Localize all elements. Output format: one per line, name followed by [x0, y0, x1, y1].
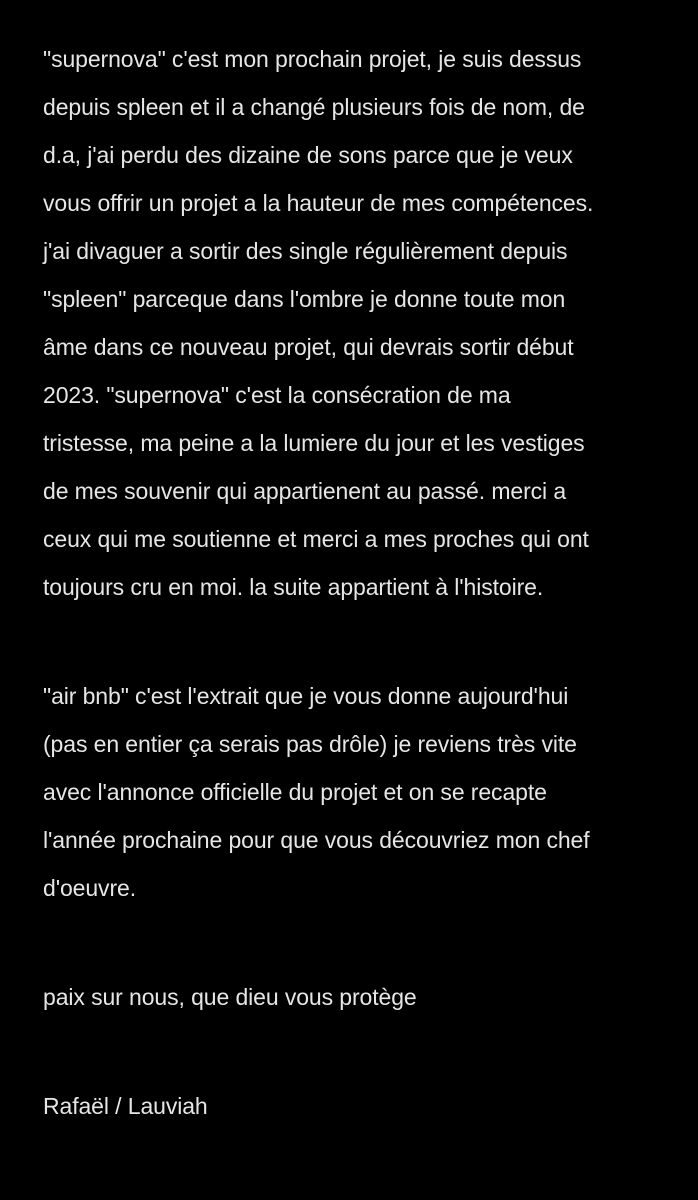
signature: Rafaël / Lauviah: [43, 1093, 208, 1119]
paragraph-line: "air bnb" c'est l'extrait que je vous donne aujourd'hui: [43, 683, 569, 709]
paragraph-line: 2023. "supernova" c'est la consécration de ma: [43, 382, 511, 408]
paragraph-line: avec l'annonce officielle du projet et on se recapte: [43, 779, 547, 805]
paragraph-line: toujours cru en moi. la suite appartient à l'histoire.: [43, 574, 544, 600]
paragraph-line: (pas en entier ça serais pas drôle) je reviens très vite: [43, 731, 577, 757]
paragraph-line: l'année prochaine pour que vous découvriez mon chef: [43, 827, 590, 853]
paragraph-line: d.a, j'ai perdu des dizaine de sons parce que je veux: [43, 142, 573, 168]
closing-line: paix sur nous, que dieu vous protège: [43, 984, 417, 1010]
paragraph-line: de mes souvenir qui appartienent au passé. merci a: [43, 478, 567, 504]
paragraph-line: "supernova" c'est mon prochain projet, je suis dessus: [43, 46, 582, 72]
paragraph-line: vous offrir un projet a la hauteur de mes compétences.: [43, 190, 594, 216]
paragraph-spacer: [43, 1021, 663, 1082]
paragraph-line: d'oeuvre.: [43, 875, 136, 901]
paragraph-2: [43, 672, 663, 912]
paragraph-spacer: [43, 611, 663, 672]
note-text-block: [43, 35, 663, 1130]
paragraph-line: tristesse, ma peine a la lumiere du jour et les vestiges: [43, 430, 585, 456]
paragraph-line: j'ai divaguer a sortir des single régulièrement depuis: [43, 238, 568, 264]
paragraph-line: depuis spleen et il a changé plusieurs fois de nom, de: [43, 94, 585, 120]
paragraph-line: âme dans ce nouveau projet, qui devrais sortir début: [43, 334, 574, 360]
paragraph-1: [43, 35, 663, 611]
paragraph-spacer: [43, 912, 663, 973]
paragraph-line: ceux qui me soutienne et merci a mes proches qui ont: [43, 526, 589, 552]
paragraph-line: "spleen" parceque dans l'ombre je donne toute mon: [43, 286, 566, 312]
